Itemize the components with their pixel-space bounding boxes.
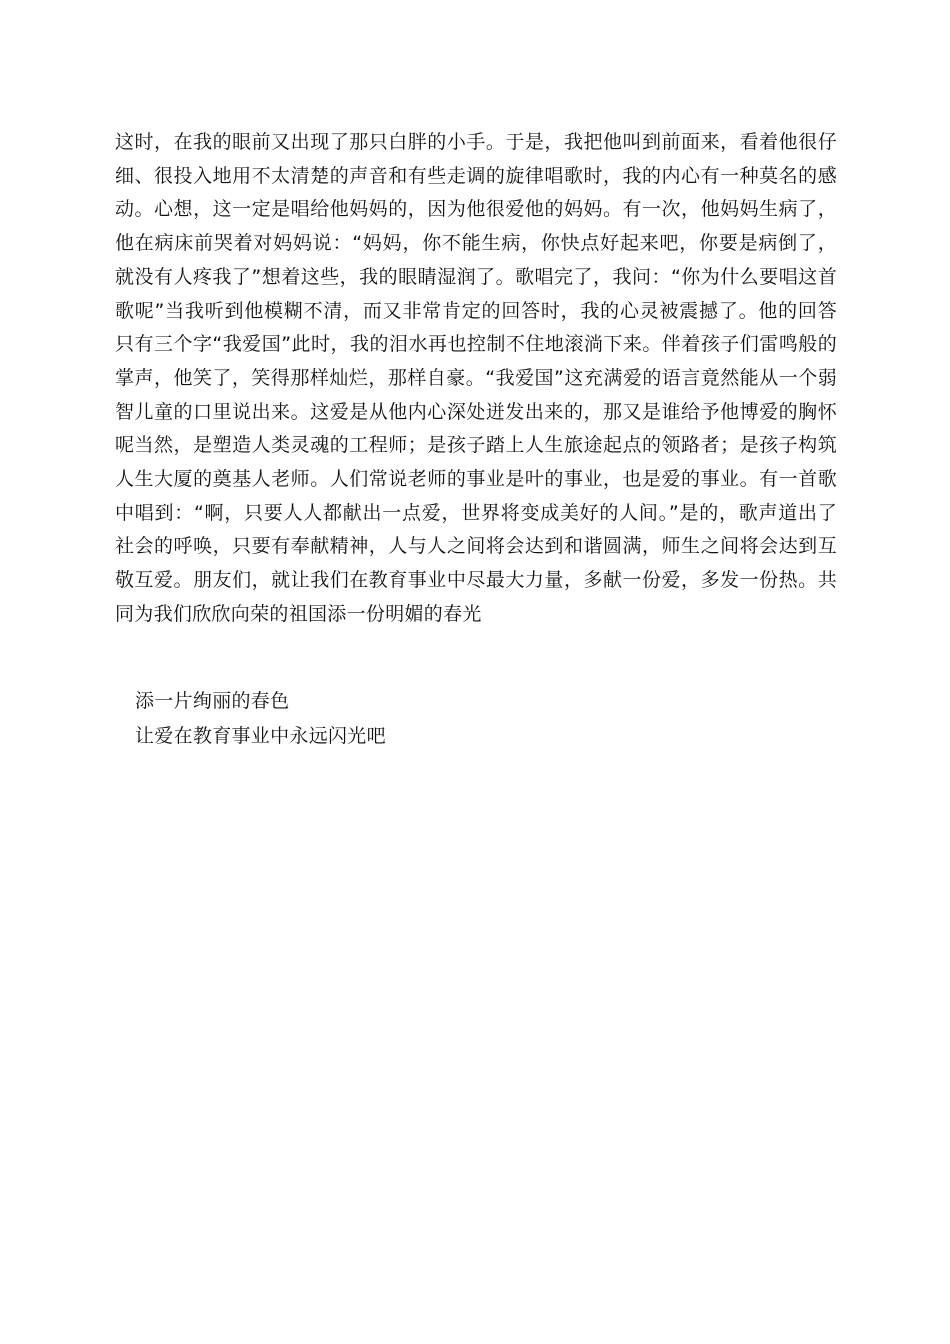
closing-line-2: 让爱在教育事业中永远闪光吧 bbox=[135, 725, 386, 747]
body-paragraph: 这时，在我的眼前又出现了那只白胖的小手。于是，我把他叫到前面来，看着他很仔细、很投入地用不太清楚的声音和有些走调的旋律唱歌时，我的内心有一种莫名的感动。心想，这一定是唱给他妈妈的，因为他很爱他的妈妈。有一次，他妈妈生病了，他在病床前哭着对妈妈说：“妈妈，你不能生病，你快点好起来吧，你要是病倒了，就没有人疼我了”想着这些，我的眼睛湿润了。歌唱完了，我问：“你为什么要唱这首歌呢”当我听到他模糊不清，而又非常肯定的回答时，我的心灵被震撼了。他的回答只有三个字“我爱国”此时，我的泪水再也控制不住地滚淌下来。伴着孩子们雷鸣般的掌声，他笑了，笑得那样灿烂，那样自豪。“我爱国”这充满爱的语言竟然能从一个弱智儿童的口里说出来。这爱是从他内心深处迸发出来的，那又是谁给予他博爱的胸怀呢当然，是塑造人类灵魂的工程师；是孩子踏上人生旅途起点的领路者；是孩子构筑人生大厦的奠基人老师。人们常说老师的事业是叶的事业，也是爱的事业。有一首歌中唱到：“啊，只要人人都献出一点爱，世界将变成美好的人间。”是的，歌声道出了社会的呼唤，只要有奉献精神，人与人之间将会达到和谐圆满，师生之间将会达到互敬互爱。朋友们，就让我们在教育事业中尽最大力量，多献一份爱，多发一份热。共同为我们欣欣向荣的祖国添一份明媚的春光 bbox=[115, 131, 837, 625]
closing-line-1: 添一片绚丽的春色 bbox=[135, 690, 290, 712]
